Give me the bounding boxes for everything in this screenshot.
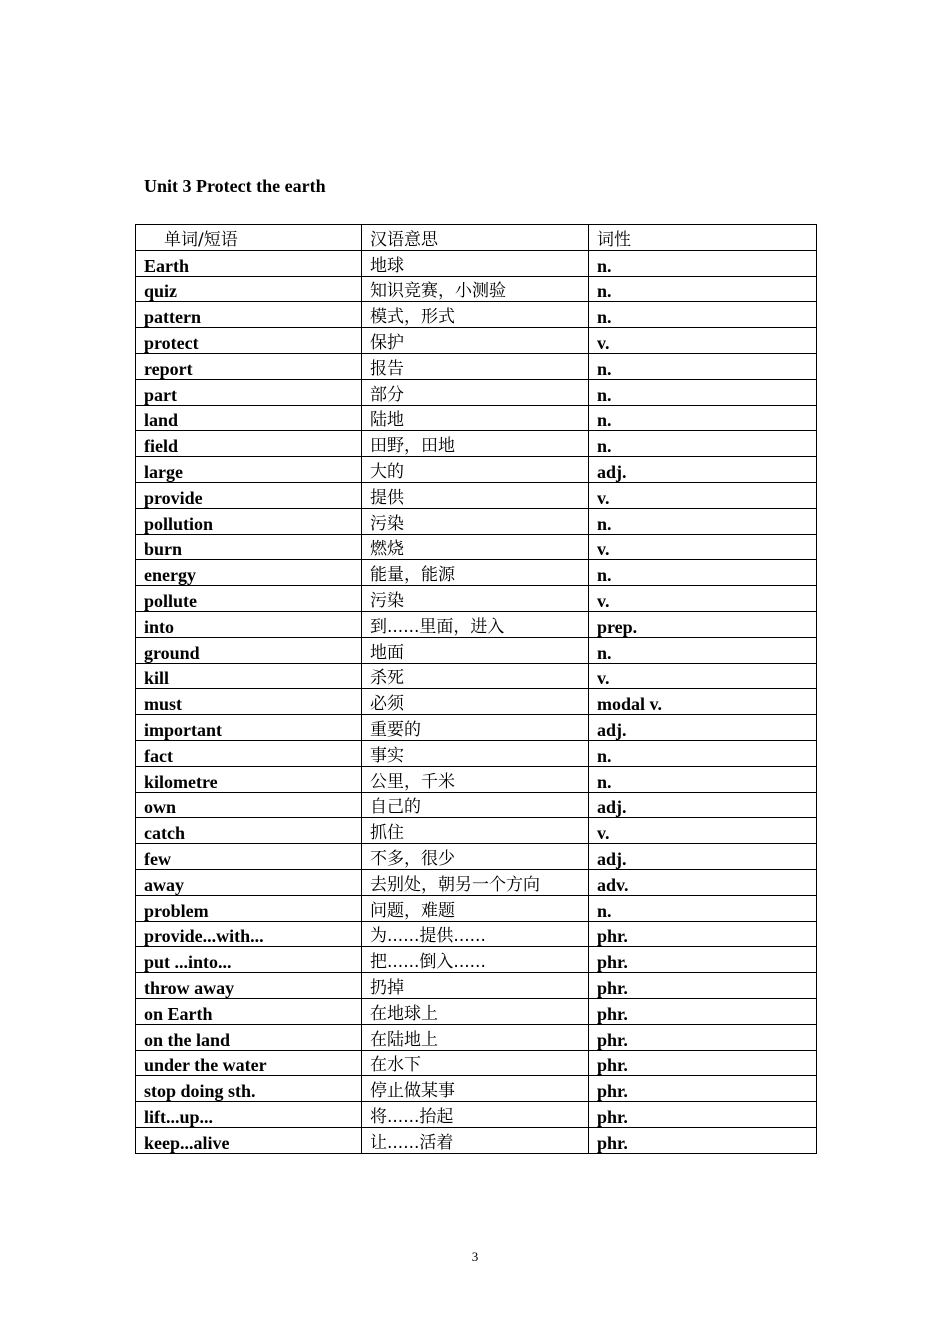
meaning-cell: 在水下 (362, 1050, 589, 1076)
part-of-speech-cell: adv. (589, 869, 817, 895)
word-cell: burn (136, 534, 362, 560)
meaning-cell: 污染 (362, 586, 589, 612)
table-row (136, 1127, 817, 1153)
header-word: 单词/短语 (136, 225, 362, 251)
word-cell: energy (136, 560, 362, 586)
meaning-cell: 不多，很少 (362, 844, 589, 870)
part-of-speech-cell: modal v. (589, 689, 817, 715)
word-cell: into (136, 611, 362, 637)
table-row (136, 973, 817, 999)
meaning-cell: 大的 (362, 457, 589, 483)
meaning-cell: 模式，形式 (362, 302, 589, 328)
table-row (136, 947, 817, 973)
meaning-cell: 知识竞赛，小测验 (362, 276, 589, 302)
page-title: Unit 3 Protect the earth (144, 176, 326, 196)
word-cell: protect (136, 328, 362, 354)
vocabulary-table (135, 224, 817, 1154)
word-cell: report (136, 353, 362, 379)
table-row (136, 482, 817, 508)
meaning-cell: 保护 (362, 328, 589, 354)
part-of-speech-cell: n. (589, 895, 817, 921)
meaning-cell: 抓住 (362, 818, 589, 844)
word-cell: put ...into... (136, 947, 362, 973)
word-cell: quiz (136, 276, 362, 302)
meaning-cell: 在地球上 (362, 998, 589, 1024)
word-cell: ground (136, 637, 362, 663)
word-cell: large (136, 457, 362, 483)
table-row (136, 611, 817, 637)
part-of-speech-cell: v. (589, 482, 817, 508)
table-row (136, 740, 817, 766)
word-cell: land (136, 405, 362, 431)
table-row (136, 276, 817, 302)
meaning-cell: 到......里面，进入 (362, 611, 589, 637)
word-cell: keep...alive (136, 1127, 362, 1153)
word-cell: catch (136, 818, 362, 844)
vocabulary-table-body (136, 225, 817, 1154)
part-of-speech-cell: n. (589, 740, 817, 766)
table-row (136, 766, 817, 792)
meaning-cell: 问题，难题 (362, 895, 589, 921)
word-cell: kill (136, 663, 362, 689)
table-row (136, 637, 817, 663)
word-cell: fact (136, 740, 362, 766)
page-number: 3 (471, 1249, 479, 1264)
meaning-cell: 停止做某事 (362, 1076, 589, 1102)
word-cell: pollution (136, 508, 362, 534)
table-row (136, 844, 817, 870)
meaning-cell: 地球 (362, 250, 589, 276)
meaning-cell: 事实 (362, 740, 589, 766)
part-of-speech-cell: v. (589, 818, 817, 844)
table-row (136, 1076, 817, 1102)
table-row (136, 508, 817, 534)
table-row (136, 302, 817, 328)
word-cell: provide...with... (136, 921, 362, 947)
table-row (136, 792, 817, 818)
table-row (136, 353, 817, 379)
table-row (136, 663, 817, 689)
table-row (136, 1050, 817, 1076)
meaning-cell: 杀死 (362, 663, 589, 689)
meaning-cell: 报告 (362, 353, 589, 379)
table-row (136, 534, 817, 560)
table-row (136, 328, 817, 354)
word-cell: lift...up... (136, 1102, 362, 1128)
part-of-speech-cell: adj. (589, 715, 817, 741)
meaning-cell: 燃烧 (362, 534, 589, 560)
word-cell: provide (136, 482, 362, 508)
part-of-speech-cell: n. (589, 379, 817, 405)
word-cell: stop doing sth. (136, 1076, 362, 1102)
meaning-cell: 田野，田地 (362, 431, 589, 457)
part-of-speech-cell: n. (589, 637, 817, 663)
meaning-cell: 能量，能源 (362, 560, 589, 586)
part-of-speech-cell: n. (589, 766, 817, 792)
part-of-speech-cell: adj. (589, 792, 817, 818)
part-of-speech-cell: adj. (589, 457, 817, 483)
part-of-speech-cell: phr. (589, 973, 817, 999)
word-cell: own (136, 792, 362, 818)
table-row (136, 1102, 817, 1128)
meaning-cell: 提供 (362, 482, 589, 508)
word-cell: field (136, 431, 362, 457)
table-row (136, 560, 817, 586)
meaning-cell: 将......抬起 (362, 1102, 589, 1128)
part-of-speech-cell: n. (589, 250, 817, 276)
part-of-speech-cell: prep. (589, 611, 817, 637)
word-cell: on the land (136, 1024, 362, 1050)
table-row (136, 586, 817, 612)
meaning-cell: 自己的 (362, 792, 589, 818)
meaning-cell: 去别处，朝另一个方向 (362, 869, 589, 895)
word-cell: problem (136, 895, 362, 921)
table-row (136, 998, 817, 1024)
part-of-speech-cell: v. (589, 586, 817, 612)
word-cell: kilometre (136, 766, 362, 792)
table-row (136, 405, 817, 431)
meaning-cell: 让......活着 (362, 1127, 589, 1153)
part-of-speech-cell: phr. (589, 947, 817, 973)
table-row (136, 1024, 817, 1050)
part-of-speech-cell: v. (589, 534, 817, 560)
word-cell: pattern (136, 302, 362, 328)
word-cell: important (136, 715, 362, 741)
part-of-speech-cell: n. (589, 302, 817, 328)
meaning-cell: 把......倒入...... (362, 947, 589, 973)
meaning-cell: 在陆地上 (362, 1024, 589, 1050)
part-of-speech-cell: n. (589, 431, 817, 457)
part-of-speech-cell: phr. (589, 1127, 817, 1153)
part-of-speech-cell: phr. (589, 921, 817, 947)
table-row (136, 379, 817, 405)
part-of-speech-cell: phr. (589, 1102, 817, 1128)
part-of-speech-cell: v. (589, 663, 817, 689)
table-row (136, 715, 817, 741)
word-cell: part (136, 379, 362, 405)
part-of-speech-cell: n. (589, 405, 817, 431)
word-cell: on Earth (136, 998, 362, 1024)
word-cell: Earth (136, 250, 362, 276)
word-cell: pollute (136, 586, 362, 612)
table-row (136, 250, 817, 276)
meaning-cell: 扔掉 (362, 973, 589, 999)
meaning-cell: 为......提供...... (362, 921, 589, 947)
part-of-speech-cell: phr. (589, 1050, 817, 1076)
word-cell: must (136, 689, 362, 715)
part-of-speech-cell: phr. (589, 1076, 817, 1102)
table-row (136, 869, 817, 895)
part-of-speech-cell: n. (589, 508, 817, 534)
part-of-speech-cell: v. (589, 328, 817, 354)
part-of-speech-cell: n. (589, 353, 817, 379)
meaning-cell: 陆地 (362, 405, 589, 431)
part-of-speech-cell: phr. (589, 1024, 817, 1050)
table-row (136, 921, 817, 947)
table-row (136, 457, 817, 483)
header-part-of-speech: 词性 (589, 225, 817, 251)
table-row (136, 818, 817, 844)
meaning-cell: 公里，千米 (362, 766, 589, 792)
meaning-cell: 重要的 (362, 715, 589, 741)
header-meaning: 汉语意思 (362, 225, 589, 251)
meaning-cell: 部分 (362, 379, 589, 405)
word-cell: under the water (136, 1050, 362, 1076)
table-row (136, 431, 817, 457)
part-of-speech-cell: adj. (589, 844, 817, 870)
word-cell: few (136, 844, 362, 870)
part-of-speech-cell: n. (589, 276, 817, 302)
table-row (136, 895, 817, 921)
meaning-cell: 地面 (362, 637, 589, 663)
part-of-speech-cell: phr. (589, 998, 817, 1024)
word-cell: throw away (136, 973, 362, 999)
word-cell: away (136, 869, 362, 895)
part-of-speech-cell: n. (589, 560, 817, 586)
meaning-cell: 污染 (362, 508, 589, 534)
meaning-cell: 必须 (362, 689, 589, 715)
table-row (136, 689, 817, 715)
table-header-row (136, 225, 817, 251)
